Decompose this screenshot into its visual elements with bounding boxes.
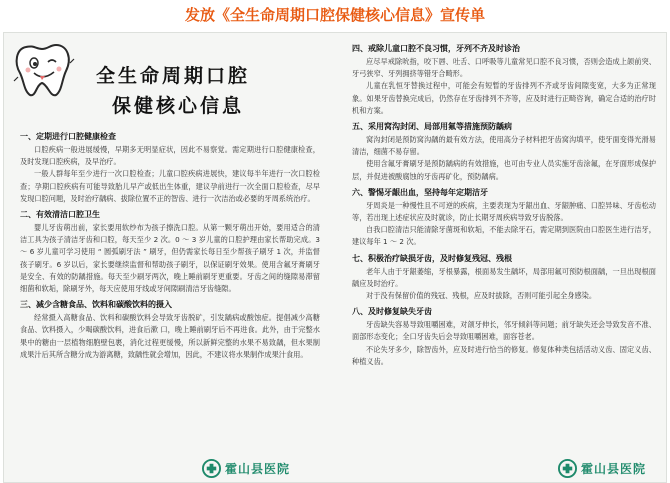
hospital-footer — [202, 459, 290, 478]
left-column — [4, 33, 334, 483]
right-column — [340, 33, 666, 483]
section-paragraph: 牙齿缺失容易导致咀嚼困难，对颌牙伸长，邻牙倾斜等问题；前牙缺失还会导致发音不准、面部形态变化；全口牙齿失后会导致咀嚼困难，面容苍老。 — [352, 320, 656, 342]
section-paragraph: 应尽早戒除吮指，咬下唇、吐舌、口呼吸等儿童常见口腔不良习惯，否则会造成上颌前突、牙弓狭窄、牙列拥挤等错牙合畸形。 — [352, 57, 656, 79]
section-heading: 五、采用窝沟封闭、局部用氟等措施预防龋病 — [352, 122, 512, 132]
main-title — [96, 61, 316, 121]
section-paragraph: 对于没有保留价值的残冠、残根，应及时拔除，否则可能引起全身感染。 — [366, 291, 597, 301]
section-paragraph: 婴儿牙齿萌出前，家长要用软纱布为孩子擦洗口腔。从第一颗牙萌出开始，要用适合的清洁工具为孩子清洁牙齿和口腔，每天至少 2 次。0 ～ 3 岁儿童的口腔护理由家长帮助完成。3 ～ 6 岁儿童可学习使用 “ 圆弧刷牙法 ” 刷牙，但仍需家长每日至少帮孩子刷牙 1 次，并监督孩子刷牙。6 岁以后，家长要继续监督和帮助孩子刷牙，以保证刷牙效果。使用含氟牙膏刷牙是安全、有效的防龋措施。每天至少刷牙两次，晚上睡前刷牙更重要。牙齿之间的缝隙易滞留细菌和软垢，除刷牙外，每天应使用牙线或牙间隙刷清洁牙齿缝隙。 — [20, 223, 320, 294]
section-paragraph: 儿童在乳恒牙替换过程中，可能会有短暂的牙齿排列不齐或牙齿间隙变宽，大多为正常现象。如果牙齿替换完成后，仍然存在牙齿排列不齐等，应及时进行正畸咨询，确定合适的治疗时机和方案。 — [352, 81, 656, 115]
section-paragraph: 口腔疾病一般进展缓慢，早期多无明显症状，因此不易察觉。需定期进行口腔健康检查，及时发现口腔疾病，及早治疗。 — [20, 145, 320, 167]
tooth-mascot-icon — [12, 37, 76, 99]
hospital-name: 霍山县医院 — [225, 462, 291, 476]
section-heading: 七、积极治疗缺损牙齿，及时修复残冠、残根 — [352, 253, 512, 263]
hospital-name: 霍山县医院 — [581, 462, 647, 476]
hospital-logo-icon — [202, 459, 221, 478]
banner-title: 发放《全生命周期口腔保健核心信息》宣传单 — [184, 6, 485, 24]
section-paragraph: 使用含氟牙膏刷牙是预防龋病的有效措施，也可由专业人员实施牙齿涂氟，在牙面形成保护层，并促进被酸腐蚀的牙齿再矿化，预防龋病。 — [352, 159, 656, 181]
section-paragraph: 不论失牙多少，除智齿外，应及时进行恰当的修复。修复体种类包括活动义齿、固定义齿、种植义齿。 — [352, 344, 656, 366]
section-paragraph: 窝沟封闭是预防窝沟龋的最有效方法，使用高分子材料把牙齿窝沟填平，使牙面变得光滑易清洁，细菌不易存留。 — [352, 135, 656, 157]
right-sections — [352, 39, 656, 368]
section-heading: 二、有效清洁口腔卫生 — [20, 210, 100, 220]
section-paragraph: 一般人群每年至少进行一次口腔检查；儿童口腔疾病进展快，建议每半年进行一次口腔检查；孕期口腔疾病有可能导致胎儿早产或低出生体重，建议孕前进行一次全面口腔检查，尽早发现口腔问题，及时治疗龋病、拔除位置不正的智齿、进行一次洁治或必要的牙周系统治疗。 — [20, 169, 320, 203]
section-paragraph: 经常摄入高糖食品、饮料和碳酸饮料会导致牙齿脱矿，引发龋病或酸蚀症。提倡减少高糖食品、饮料摄入，少喝碳酸饮料，进食后漱 口，晚上睡前刷牙后不再进食。此外，由于完整水果中的糖由一层植物细胞壁包裹，消化过程更缓慢，所以新鲜完整的水果不易致龋，但水果制成果汁后其所含糖分成为游离糖，致龋性就会增加，因此，不建议将水果制作成果汁食用。 — [20, 313, 320, 359]
section-paragraph: 老年人由于牙龈萎缩，牙根暴露，根面易发生龋坏，局部用氟可预防根面龋，一旦出现根面龋应及时治疗。 — [352, 266, 656, 288]
section-heading: 三、减少含糖食品、饮料和碳酸饮料的摄入 — [20, 300, 172, 310]
left-sections — [20, 127, 320, 361]
leaflet — [3, 32, 667, 483]
title-line-1: 全生命周期口腔 — [96, 65, 251, 87]
section-heading: 六、警惕牙龈出血，坚持每年定期洁牙 — [352, 187, 488, 197]
section-heading: 八、及时修复缺失牙齿 — [352, 307, 432, 317]
hospital-logo-icon — [558, 459, 577, 478]
section-paragraph: 牙周炎是一种慢性且不可逆的疾病，主要表现为牙龈出血、牙龈肿痛、口腔异味、牙齿松动等，若出现上述症状应及时就诊，防止长期牙周疾病导致牙齿脱落。 — [352, 200, 656, 223]
section-paragraph: 自我口腔清洁只能清除牙菌斑和软垢，不能去除牙石，需定期到医院由口腔医生进行洁牙，建议每年 1 ～ 2 次。 — [352, 225, 656, 247]
section-heading: 四、戒除儿童口腔不良习惯，牙列不齐及时诊治 — [352, 44, 520, 53]
title-line-2: 保健核心信息 — [112, 95, 245, 117]
hospital-footer — [558, 459, 646, 478]
section-heading: 一、定期进行口腔健康检查 — [20, 132, 116, 141]
